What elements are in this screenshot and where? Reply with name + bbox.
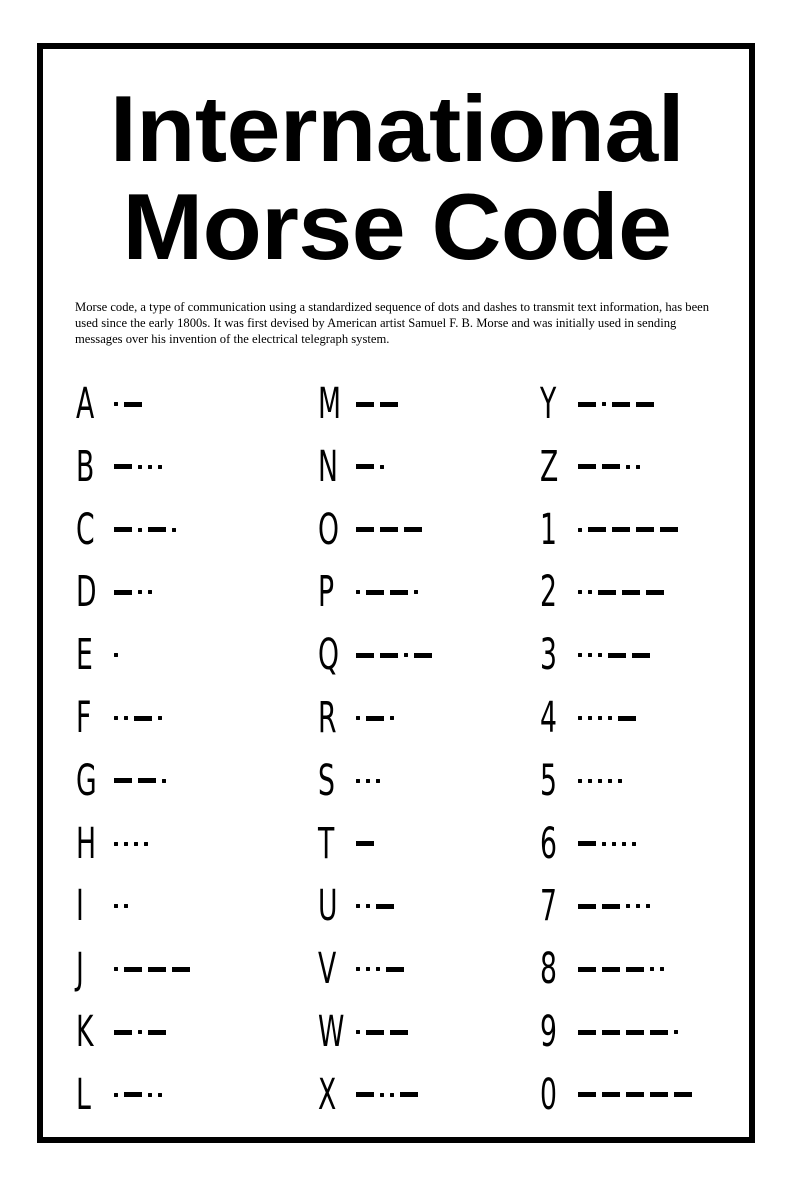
morse-character: J [76,944,84,995]
morse-dot [612,842,616,846]
morse-character: N [318,441,338,492]
morse-dash [172,967,190,972]
morse-dash [376,904,394,909]
morse-character: V [318,944,337,995]
morse-code-symbols [578,946,670,992]
morse-code-symbols [578,883,656,929]
morse-dash [356,527,374,532]
morse-dot [632,842,636,846]
morse-dot [674,1030,678,1034]
morse-code-symbols [356,1072,424,1118]
morse-code-symbols [114,758,172,804]
morse-dot [602,842,606,846]
morse-code-symbols [578,444,646,490]
morse-code-symbols [356,444,390,490]
morse-dot [578,779,582,783]
morse-dash [148,527,166,532]
morse-character: D [76,567,97,618]
morse-dash [356,653,374,658]
morse-dot [380,1093,384,1097]
morse-dash [650,1092,668,1097]
morse-dot [618,779,622,783]
morse-dash [356,402,374,407]
morse-dash [114,778,132,783]
morse-character: W [318,1007,345,1057]
morse-dash [636,402,654,407]
morse-code-symbols [578,569,670,615]
morse-dot [172,528,176,532]
morse-code-symbols [356,883,400,929]
morse-dash [578,967,596,972]
morse-character: Q [318,630,339,681]
morse-dot [144,842,148,846]
morse-dot [138,528,142,532]
morse-dash [148,1030,166,1035]
morse-character: K [76,1007,94,1057]
morse-character: A [76,379,95,429]
morse-dash [626,967,644,972]
morse-dash [626,1030,644,1035]
morse-dot [622,842,626,846]
morse-dash [356,1092,374,1097]
morse-dash [602,904,620,909]
morse-code-symbols [114,946,196,992]
morse-dash [578,464,596,469]
morse-code-symbols [578,821,642,867]
morse-dash [404,527,422,532]
morse-dot [124,842,128,846]
morse-character: Z [540,441,559,492]
morse-code-symbols [114,1009,172,1055]
morse-dash [414,653,432,658]
morse-character: 9 [540,1007,557,1057]
title-line-2: Morse Code [122,174,672,279]
morse-dash [114,590,132,595]
morse-dot [602,402,606,406]
morse-code-symbols [114,632,124,678]
morse-character: M [318,379,342,429]
morse-code-symbols [578,758,628,804]
morse-character: 8 [540,944,557,995]
morse-dot [138,590,142,594]
morse-dash [138,778,156,783]
morse-dash [366,716,384,721]
morse-dot [158,465,162,469]
morse-dash [618,716,636,721]
morse-code-symbols [114,821,154,867]
morse-code-symbols [356,946,410,992]
morse-character: 3 [540,630,557,681]
morse-code-symbols [578,507,684,553]
morse-dash [650,1030,668,1035]
morse-character: C [76,504,95,555]
morse-dash [356,841,374,846]
morse-dash [578,1092,596,1097]
morse-character: B [76,441,95,492]
morse-dash [400,1092,418,1097]
morse-code-symbols [356,569,424,615]
morse-dash [632,653,650,658]
morse-dash [148,967,166,972]
morse-dot [390,716,394,720]
morse-character: T [318,818,335,869]
morse-dash [602,464,620,469]
intro-paragraph: Morse code, a type of communication using a standardized sequence of dots and dashes to transmit text information, has been used since the early 1800s. It was first devised by American artist Samuel F. B. Morse and was initially used in sending messages over his invention of the electrical telegraph system. [75,300,710,346]
morse-dot [138,465,142,469]
morse-dot [578,716,582,720]
morse-dot [138,1030,142,1034]
morse-dash [626,1092,644,1097]
morse-dot [588,716,592,720]
morse-dash [598,590,616,595]
morse-dot [588,779,592,783]
morse-dash [674,1092,692,1097]
morse-dot [114,1093,118,1097]
morse-dot [588,653,592,657]
morse-dot [162,779,166,783]
morse-dash [390,590,408,595]
morse-dot [366,967,370,971]
morse-dash [134,716,152,721]
morse-dot [636,465,640,469]
morse-dash [124,402,142,407]
morse-character: H [76,818,97,869]
morse-dot [114,653,118,657]
morse-dot [356,590,360,594]
morse-character: F [76,693,92,743]
morse-dash [612,402,630,407]
morse-dot [124,716,128,720]
morse-character: 6 [540,818,557,869]
morse-dot [114,967,118,971]
morse-code-symbols [356,381,404,427]
morse-character: U [318,881,338,932]
morse-dot [578,653,582,657]
morse-dot [114,842,118,846]
morse-dash [602,967,620,972]
morse-dot [404,653,408,657]
morse-character: I [76,881,84,932]
morse-character: R [318,693,337,743]
morse-dash [124,1092,142,1097]
morse-dash [356,464,374,469]
morse-character: O [318,504,339,555]
morse-dot [626,904,630,908]
morse-dot [356,904,360,908]
morse-code-symbols [356,507,428,553]
morse-dot [578,590,582,594]
morse-character: 5 [540,755,557,806]
morse-dot [114,904,118,908]
morse-dot [626,465,630,469]
morse-dash [386,967,404,972]
morse-dot [636,904,640,908]
morse-dash [578,1030,596,1035]
morse-dash [390,1030,408,1035]
morse-code-symbols [356,758,386,804]
morse-character: 1 [540,504,557,555]
morse-dash [124,967,142,972]
morse-code-symbols [114,883,134,929]
morse-dot [380,465,384,469]
morse-dot [114,716,118,720]
morse-dot [588,590,592,594]
morse-dash [578,841,596,846]
morse-code-symbols [114,695,168,741]
morse-dot [598,716,602,720]
morse-code-symbols [578,632,656,678]
morse-dash [114,1030,132,1035]
morse-character: 7 [540,881,557,932]
morse-code-symbols [114,381,148,427]
morse-dot [148,590,152,594]
morse-dot [148,1093,152,1097]
morse-code-symbols [114,444,168,490]
morse-code-symbols [356,632,438,678]
morse-code-symbols [578,695,642,741]
morse-character: P [318,567,335,618]
morse-dot [390,1093,394,1097]
morse-code-symbols [578,1009,684,1055]
morse-code-symbols [114,507,182,553]
morse-dash [612,527,630,532]
morse-character: L [76,1069,91,1120]
morse-dot [366,904,370,908]
morse-dash [380,653,398,658]
morse-character: X [318,1069,337,1120]
morse-dot [578,528,582,532]
morse-character: G [76,755,97,806]
morse-dash [636,527,654,532]
morse-dot [650,967,654,971]
morse-dash [578,904,596,909]
morse-dot [124,904,128,908]
morse-dash [602,1030,620,1035]
title-line-1: International [109,76,685,181]
morse-character: S [318,755,335,806]
morse-dash [622,590,640,595]
morse-dot [608,779,612,783]
morse-character: 2 [540,567,557,618]
morse-dash [380,402,398,407]
morse-dash [646,590,664,595]
morse-dot [660,967,664,971]
morse-dot [598,653,602,657]
morse-dash [366,590,384,595]
morse-dot [356,967,360,971]
morse-dot [376,779,380,783]
morse-dot [598,779,602,783]
morse-character: 4 [540,693,557,743]
morse-dot [114,402,118,406]
morse-dot [356,1030,360,1034]
morse-dot [356,716,360,720]
morse-dot [646,904,650,908]
morse-character: 0 [540,1069,557,1120]
morse-dot [414,590,418,594]
morse-dash [588,527,606,532]
morse-dash [608,653,626,658]
morse-code-symbols [356,695,400,741]
morse-code-symbols [114,569,158,615]
morse-dash [366,1030,384,1035]
morse-dash [114,464,132,469]
morse-code-symbols [356,821,380,867]
morse-dot [356,779,360,783]
morse-character: Y [540,379,557,429]
morse-dot [134,842,138,846]
morse-dot [158,716,162,720]
morse-code-symbols [578,381,660,427]
morse-code-symbols [356,1009,414,1055]
morse-dot [148,465,152,469]
morse-dot [158,1093,162,1097]
morse-dash [660,527,678,532]
morse-dash [114,527,132,532]
morse-code-symbols [114,1072,168,1118]
morse-dash [578,402,596,407]
morse-dot [608,716,612,720]
morse-code-symbols [578,1072,698,1118]
morse-character: E [76,630,93,681]
morse-dash [602,1092,620,1097]
morse-dot [376,967,380,971]
morse-dot [366,779,370,783]
morse-dash [380,527,398,532]
